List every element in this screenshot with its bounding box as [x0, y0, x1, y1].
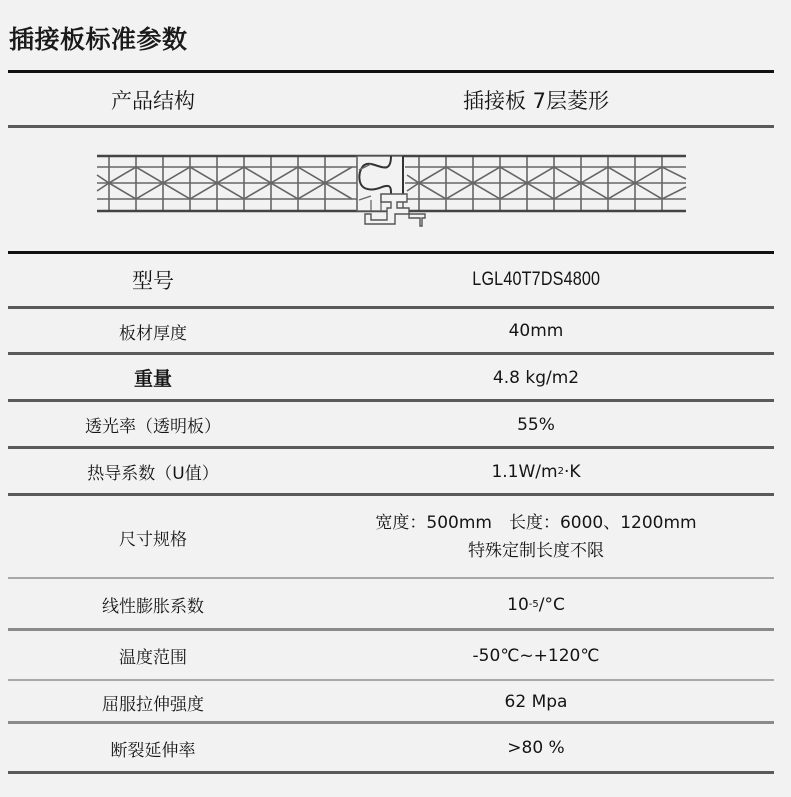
row-value-elongation: >80 %	[507, 738, 565, 758]
row-value-model	[298, 254, 774, 306]
row-label-elongation: 断裂延伸率	[110, 740, 196, 761]
table-bottom-rule	[8, 771, 774, 774]
row-value-temperature-range: -50℃~+120℃	[472, 645, 600, 666]
row-value-dimensions	[298, 496, 774, 578]
row-value-thermal-conductivity: 1.1W/m 2 ·K	[491, 461, 581, 482]
u-value-tail: ·K	[563, 461, 581, 482]
row-value-weight: 4.8 kg/m2	[492, 367, 580, 388]
panel-cross-section-diagram-icon	[95, 152, 695, 236]
header-value: 插接板 7层菱形	[462, 88, 610, 113]
row-rule	[8, 577, 774, 579]
page-title: 插接板标准参数	[9, 25, 188, 54]
row-label-model: 型号	[132, 269, 174, 293]
row-label-yield-strength: 屈服拉伸强度	[102, 694, 204, 715]
row-value-thickness: 40mm	[508, 321, 564, 341]
dimensions-line-1: 宽度：500mm 长度：6000、1200mm	[375, 513, 697, 533]
row-label-light-transmission: 透光率（透明板）	[85, 417, 221, 437]
expansion-tail: /°C	[538, 594, 565, 615]
row-label-temperature-range: 温度范围	[119, 648, 187, 668]
u-value-main: 1.1W/m	[491, 461, 558, 482]
row-label-weight: 重量	[133, 368, 172, 390]
row-label-thermal-conductivity: 热导系数（U值）	[87, 464, 219, 484]
row-rule	[8, 679, 774, 681]
header-bottom-rule	[8, 125, 774, 128]
model-number: LGL40T7DS4800	[472, 269, 600, 290]
row-label-thickness: 板材厚度	[119, 323, 187, 344]
row-value-light-transmission: 55%	[517, 414, 555, 435]
header-label: 产品结构	[111, 88, 195, 113]
dimensions-line-2: 特殊定制长度不限	[468, 541, 604, 561]
row-value-yield-strength: 62 Mpa	[504, 692, 568, 712]
row-label-dimensions: 尺寸规格	[119, 529, 187, 550]
row-value-linear-expansion: 10 -5 /°C	[507, 594, 565, 615]
row-label-linear-expansion: 线性膨胀系数	[102, 597, 204, 617]
expansion-main: 10	[507, 594, 529, 615]
